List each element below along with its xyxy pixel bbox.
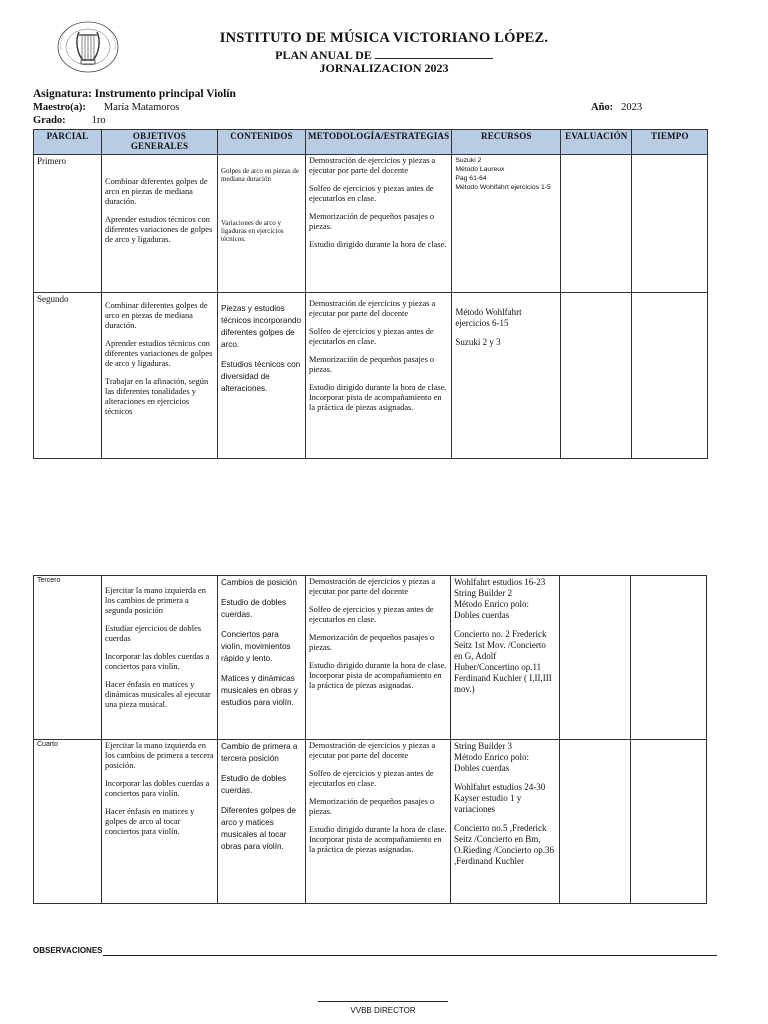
header-objetivos: OBJETIVOS GENERALES bbox=[102, 130, 218, 155]
recurso-item: Método Wohlfahrt ejercicios 6-15 bbox=[455, 307, 522, 328]
header-recursos: RECURSOS bbox=[452, 130, 561, 155]
metodologia-item: Memorización de pequeños pasajes o piezas. bbox=[309, 633, 435, 652]
recurso-item: Método Wohlfahrt ejercicios 1-5 bbox=[455, 184, 551, 191]
recurso-item: Método Enrico polo: Dobles cuerdas bbox=[454, 599, 529, 620]
objetivo-item: Aprender estudios técnicos con diferentes variaciones de golpes de arco y ligaduras. bbox=[105, 215, 213, 244]
header-evaluacion: EVALUACIÓN bbox=[561, 130, 632, 155]
signature-line bbox=[318, 1001, 448, 1002]
metodologia-item: Estudio dirigido durante la hora de clase. bbox=[309, 825, 447, 834]
metodologia-item: Memorización de pequeños pasajes o piezas. bbox=[309, 212, 435, 231]
contenido-item: Cambios de posición bbox=[221, 578, 298, 587]
contenido-item: Estudio de dobles cuerdas. bbox=[221, 598, 287, 619]
institute-title: INSTITUTO DE MÚSICA VICTORIANO LÓPEZ. bbox=[219, 30, 549, 46]
plan-table-bottom bbox=[33, 575, 707, 904]
metodologia-cell bbox=[306, 293, 452, 459]
subtitle: JORNALIZACION 2023 bbox=[319, 61, 449, 75]
metodologia-item: Incorporar pista de acompañamiento en la práctica de piezas asignadas. bbox=[309, 835, 442, 854]
objetivos-cell bbox=[102, 576, 218, 740]
evaluacion-cell bbox=[560, 740, 631, 904]
plan-label: PLAN ANUAL DE bbox=[275, 48, 372, 62]
metodologia-item: Incorporar pista de acompañamiento en la práctica de piezas asignadas. bbox=[309, 671, 442, 690]
metodologia-item: Estudio dirigido durante la hora de clase. bbox=[309, 240, 447, 249]
objetivo-item: Incorporar las dobles cuerdas a conciertos para violín. bbox=[105, 652, 210, 671]
contenido-item: Variaciones de arco y ligaduras en ejercicios técnicos. bbox=[221, 219, 284, 243]
contenido-item: Cambio de primera a tercera posición bbox=[221, 742, 298, 763]
signature-label: VVBB DIRECTOR bbox=[350, 1006, 416, 1015]
contenido-item: Estudio de dobles cuerdas. bbox=[221, 774, 287, 795]
contenido-item: Golpes de arco en piezas de mediana duración bbox=[221, 167, 299, 183]
metodologia-cell bbox=[306, 740, 451, 904]
contenido-item: Piezas y estudios técnicos incorporando diferentes golpes de arco. bbox=[221, 304, 302, 349]
metodologia-item: Demostración de ejercicios y piezas a ejecutar por parte del docente bbox=[309, 299, 436, 318]
objetivo-item: Hacer énfasis en matices y dinámicas musicales al ejecutar una pieza musical. bbox=[105, 680, 211, 709]
metodologia-item: Memorización de pequeños pasajes o piezas. bbox=[309, 797, 435, 816]
recurso-item: Concierto no.5 ,Frederick Seitz /Concierto en Bm, O.Rieding /Concierto op.36 ,Ferdinand Kuchler bbox=[454, 823, 554, 866]
contenido-item: Conciertos para violín, movimientos rápido y lento. bbox=[221, 630, 291, 663]
header-contenidos: CONTENIDOS bbox=[218, 130, 306, 155]
metodologia-item: Solfeo de ejercicios y piezas antes de ejecutarlos en clase. bbox=[309, 769, 434, 788]
objetivo-item: Ejercitar la mano izquierda en los cambios de primera a tercera posición. bbox=[105, 741, 214, 770]
evaluacion-cell bbox=[560, 576, 631, 740]
metodologia-item: Estudio dirigido durante la hora de clase. bbox=[309, 383, 447, 392]
parcial-cell: Cuarto bbox=[34, 740, 102, 904]
header-tiempo: TIEMPO bbox=[632, 130, 708, 155]
recurso-item: Wohlfahrt estudios 16-23 bbox=[454, 577, 546, 587]
parcial-cell: Primero bbox=[34, 155, 102, 293]
observaciones-line bbox=[103, 955, 717, 956]
anio-label: Año: bbox=[591, 102, 614, 113]
recurso-item: Suzuki 2 bbox=[455, 157, 482, 164]
tiempo-cell bbox=[631, 740, 707, 904]
objetivo-item: Estudiar ejercicios de dobles cuerdas bbox=[105, 624, 202, 643]
table-header-row bbox=[34, 130, 708, 155]
recursos-cell bbox=[451, 576, 560, 740]
contenidos-cell bbox=[218, 293, 306, 459]
recurso-item: Concierto no. 2 Frederick Seitz 1st Mov. /Concierto en G, Adolf Huber/Concertino op.11 Ferdinand Kuchler ( I,II,III mov.) bbox=[454, 629, 552, 694]
contenido-item: Estudios técnicos con diversidad de alteraciones. bbox=[221, 360, 301, 393]
metodologia-cell bbox=[306, 155, 452, 293]
objetivo-item: Combinar diferentes golpes de arco en piezas de mediana duración. bbox=[105, 177, 208, 206]
tiempo-cell bbox=[632, 293, 708, 459]
objetivo-item: Combinar diferentes golpes de arco en piezas de mediana duración. bbox=[105, 301, 208, 330]
metodologia-item: Solfeo de ejercicios y piezas antes de ejecutarlos en clase. bbox=[309, 184, 434, 203]
metodologia-item: Estudio dirigido durante la hora de clase. bbox=[309, 661, 447, 670]
recursos-cell bbox=[452, 293, 561, 459]
table-row bbox=[34, 155, 708, 293]
header-parcial: PARCIAL bbox=[34, 130, 102, 155]
maestro-label: Maestro(a): bbox=[33, 102, 86, 113]
contenidos-cell bbox=[218, 155, 306, 293]
objetivo-item: Hacer énfasis en matices y golpes de arco al tocar conciertos para violín. bbox=[105, 807, 195, 836]
contenido-item: Matices y dinámicas musicales en obras y estudios para violín. bbox=[221, 674, 298, 707]
observaciones-label: OBSERVACIONES bbox=[33, 946, 103, 955]
objetivo-item: Trabajar en la afinación, según las diferentes tonalidades y alteraciones en ejercicios técnicos bbox=[105, 377, 209, 416]
objetivo-item: Incorporar las dobles cuerdas a conciertos para violín. bbox=[105, 779, 210, 798]
plan-blank-line bbox=[375, 48, 493, 59]
objetivos-cell bbox=[102, 155, 218, 293]
plan-table-top bbox=[33, 129, 708, 459]
grado-label: Grado: bbox=[33, 115, 66, 126]
recursos-cell bbox=[452, 155, 561, 293]
maestro-row bbox=[33, 102, 179, 113]
table-row bbox=[34, 740, 707, 904]
table-row bbox=[34, 293, 708, 459]
objetivo-item: Aprender estudios técnicos con diferentes variaciones de golpes de arco y ligaduras. bbox=[105, 339, 213, 368]
metodologia-cell bbox=[306, 576, 451, 740]
recurso-item: Método Enrico polo: Dobles cuerdas bbox=[454, 752, 529, 773]
evaluacion-cell bbox=[561, 155, 632, 293]
grado-row bbox=[33, 115, 106, 126]
recurso-item: Suzuki 2 y 3 bbox=[455, 337, 501, 347]
tiempo-cell bbox=[632, 155, 708, 293]
metodologia-item: Incorporar pista de acompañamiento en la práctica de piezas asignadas. bbox=[309, 393, 442, 412]
parcial-cell: Segundo bbox=[34, 293, 102, 459]
metodologia-item: Demostración de ejercicios y piezas a ejecutar por parte del docente bbox=[309, 156, 436, 175]
anio-row bbox=[591, 102, 642, 113]
evaluacion-cell bbox=[561, 293, 632, 459]
maestro-value: María Matamoros bbox=[103, 102, 180, 113]
contenidos-cell bbox=[218, 576, 306, 740]
contenidos-cell bbox=[218, 740, 306, 904]
recurso-item: Pag 61-64 bbox=[455, 175, 487, 182]
metodologia-item: Demostración de ejercicios y piezas a ejecutar por parte del docente bbox=[309, 577, 436, 596]
recurso-item: Wohlfahrt estudios 24-30 Kayser estudio 1 y variaciones bbox=[454, 782, 546, 814]
metodologia-item: Memorización de pequeños pasajes o piezas. bbox=[309, 355, 435, 374]
grado-value: 1ro bbox=[91, 115, 106, 126]
objetivo-item: Ejercitar la mano izquierda en los cambios de primera a segunda posición bbox=[105, 586, 206, 615]
anio-value: 2023 bbox=[621, 102, 643, 113]
metodologia-item: Solfeo de ejercicios y piezas antes de ejecutarlos en clase. bbox=[309, 327, 434, 346]
recurso-item: Método Laureux bbox=[455, 166, 505, 173]
tiempo-cell bbox=[631, 576, 707, 740]
header-metodologia: METODOLOGÍA/ESTRATEGIAS bbox=[306, 130, 452, 155]
metodologia-item: Solfeo de ejercicios y piezas antes de ejecutarlos en clase. bbox=[309, 605, 434, 624]
asignatura: Asignatura: Instrumento principal Violín bbox=[33, 88, 236, 100]
contenido-item: Diferentes golpes de arco y matices musicales al tocar obras para violín. bbox=[221, 806, 297, 851]
recurso-item: String Builder 2 bbox=[454, 588, 512, 598]
objetivos-cell bbox=[102, 740, 218, 904]
table-row bbox=[34, 576, 707, 740]
recurso-item: String Builder 3 bbox=[454, 741, 512, 751]
recursos-cell bbox=[451, 740, 560, 904]
objetivos-cell bbox=[102, 293, 218, 459]
metodologia-item: Demostración de ejercicios y piezas a ejecutar por parte del docente bbox=[309, 741, 436, 760]
parcial-cell: Tercero bbox=[34, 576, 102, 740]
